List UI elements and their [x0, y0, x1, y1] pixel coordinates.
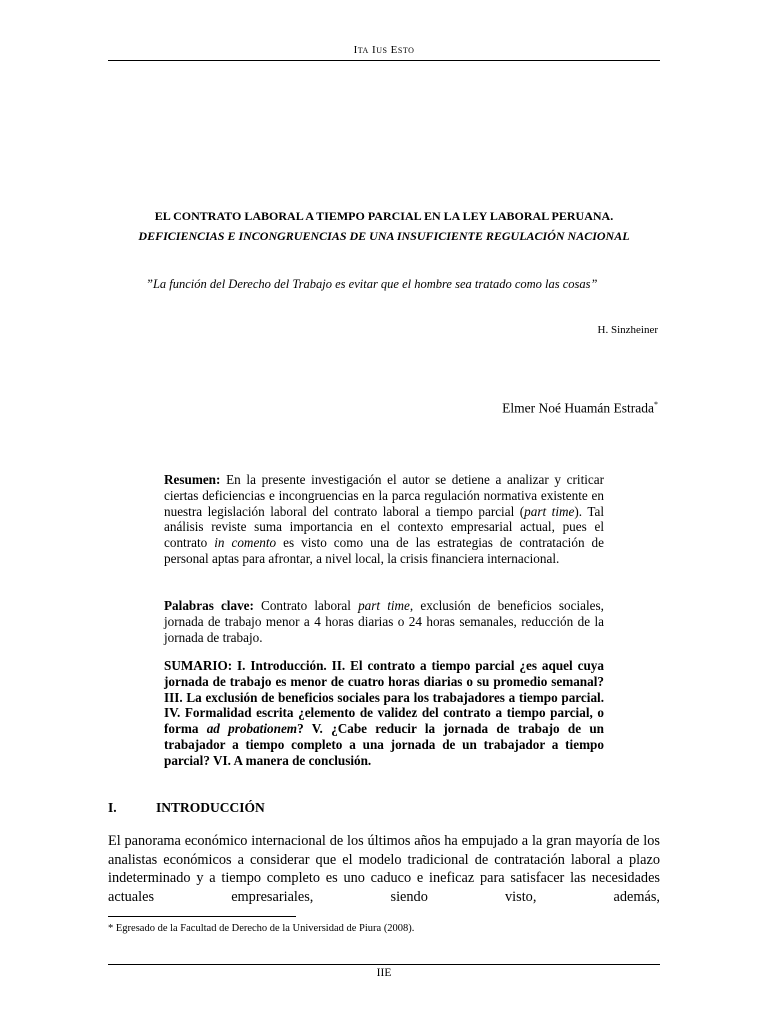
footer-rule [108, 964, 660, 965]
footnote-rule [108, 916, 296, 917]
running-header: Ita Ius Esto [353, 44, 415, 56]
resumen-text-5: es visto como una de las estrategias de contratación de personal aptas para afrontar, a nivel local, la crisis financiera internacional. [164, 535, 604, 566]
author-name-text: Elmer Noé Huamán Estrada [502, 400, 654, 416]
resumen-text-2: part time [524, 503, 575, 519]
resumen-text-1: En la presente investigación el autor se detiene a analizar y criticar ciertas deficiencias e incongruencias en la parca regulación normativa existente en nuestra legislación laboral del contrato laboral a tiempo parcial ( [164, 472, 604, 519]
author-name [502, 400, 658, 417]
keywords-text-2: part time [358, 598, 410, 613]
header-rule [108, 60, 660, 61]
summary-text-2: ad probationem [206, 721, 298, 737]
epigraph-quote: ”La función del Derecho del Trabajo es evitar que el hombre sea tratado como las cosas” [146, 277, 598, 291]
summary-text-1: SUMARIO: I. Introducción. II. El contrato a tiempo parcial ¿es aquel cuya jornada de trabajo es menor de cuatro horas diarias o su promedio semanal? III. La exclusión de beneficios sociales para los trabajadores a tiempo parcial. IV. Formalidad escrita ¿elemento de validez del contrato a tiempo parcial, o forma [164, 658, 604, 737]
abstract-summary [164, 658, 604, 769]
author-footnote-mark: * [654, 400, 658, 409]
section-heading [108, 800, 265, 816]
summary-text-3: ? V. ¿Cabe reducir la jornada de trabajo de un trabajador a tiempo completo a una jornada de un trabajador a tiempo parcial? VI. A manera de conclusión. [164, 721, 605, 768]
resumen-text-3: ). Tal análisis reviste suma importancia en el contexto empresarial actual, pues el contrato [164, 503, 604, 551]
keywords-text-1: Contrato laboral [253, 598, 359, 613]
article-title: EL CONTRATO LABORAL A TIEMPO PARCIAL EN LA LEY LABORAL PERUANA. [154, 209, 614, 223]
epigraph-author: H. Sinzheiner [597, 324, 658, 336]
section-title: INTRODUCCIÓN [156, 800, 265, 815]
abstract-resumen [164, 472, 604, 567]
article-subtitle: DEFICIENCIAS E INCONGRUENCIAS DE UNA INSUFICIENTE REGULACIÓN NACIONAL [138, 229, 630, 243]
abstract-keywords [164, 598, 604, 645]
footnote: * Egresado de la Facultad de Derecho de la Universidad de Piura (2008). [108, 923, 415, 934]
keywords-label: Palabras clave: [164, 598, 254, 613]
resumen-label: Resumen: [164, 472, 221, 487]
footer-label: IIE [376, 967, 392, 979]
resumen-text-4: in comento [214, 535, 277, 551]
section-number: I. [108, 800, 117, 815]
section-body: El panorama económico internacional de los últimos años ha empujado a la gran mayoría de los analistas económicos a considerar que el modelo tradicional de contratación laboral a plazo indeterminado y a tiempo completo es uno caduco e ineficaz para satisfacer las necesidades actuales empresariales, siendo visto, además, [108, 833, 660, 905]
keywords-text-3: , exclusión de beneficios sociales, jornada de trabajo menor a 4 horas diarias o 24 horas semanales, reducción de la jornada de trabajo. [164, 598, 604, 645]
